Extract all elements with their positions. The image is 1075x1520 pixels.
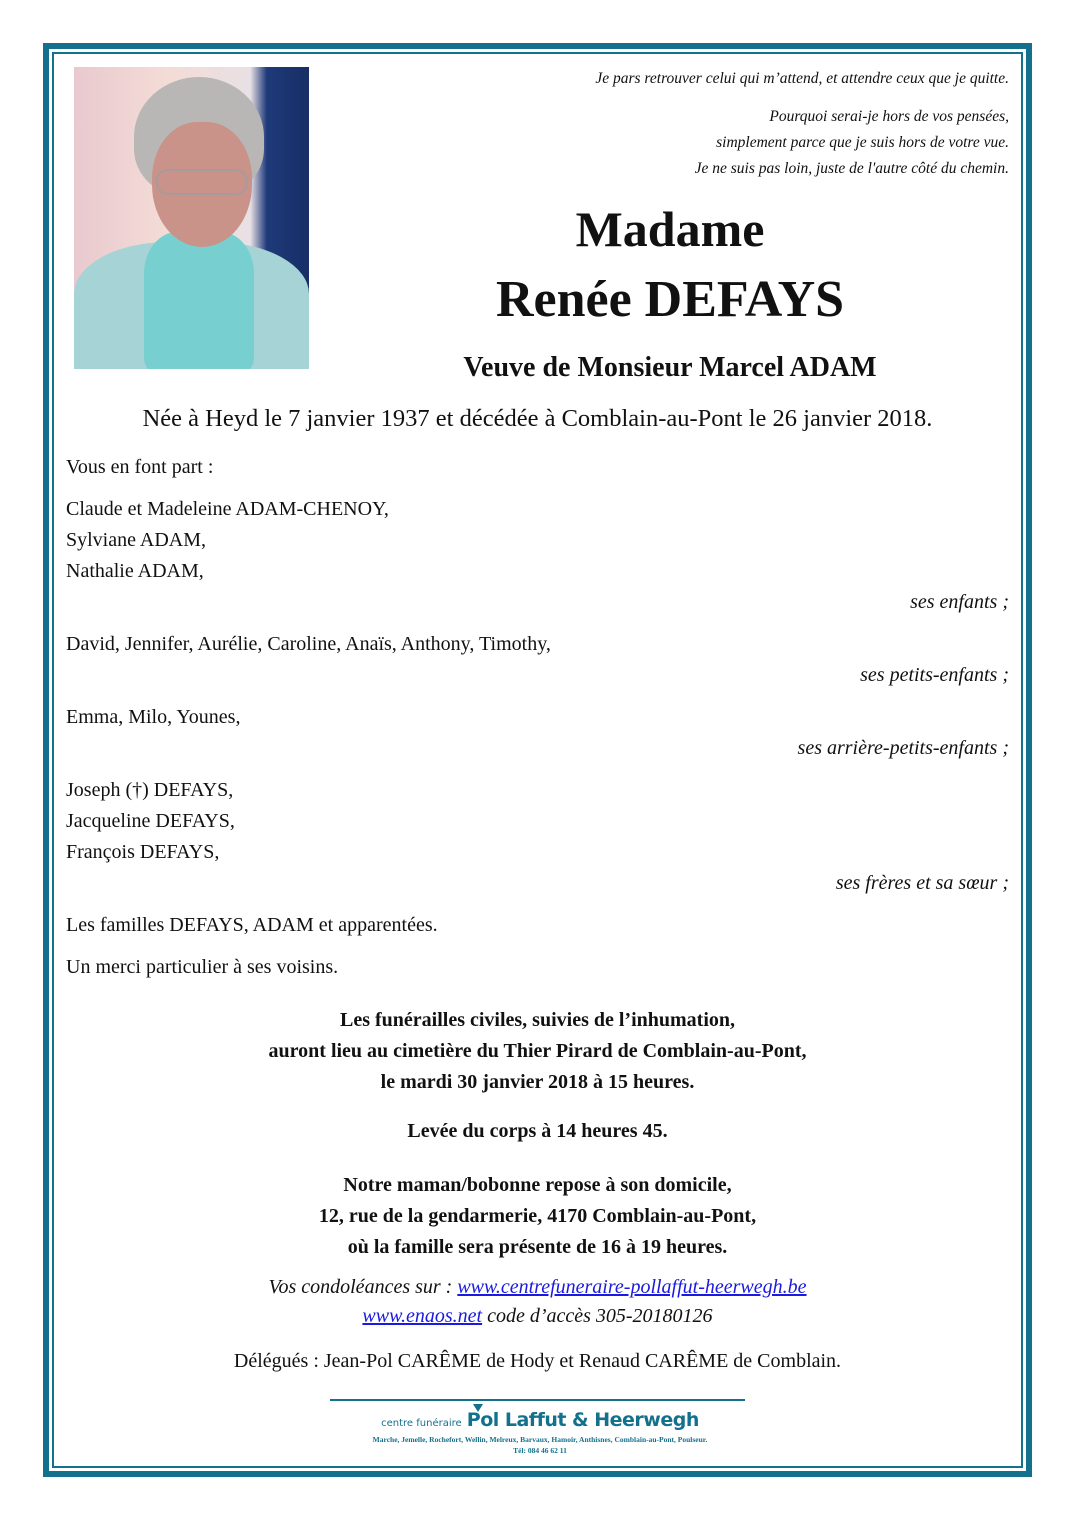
portrait-photo xyxy=(74,67,309,369)
footer-phone: Tél: 084 46 62 11 xyxy=(513,1446,567,1455)
family-child: Claude et Madeleine ADAM-CHENOY, xyxy=(66,498,389,520)
poem-line: simplement parce que je suis hors de votre vue. xyxy=(716,134,1009,151)
family-child: Sylviane ADAM, xyxy=(66,529,206,551)
extended-families: Les familles DEFAYS, ADAM et apparentées. xyxy=(66,914,438,936)
deceased-name: Renée DEFAYS xyxy=(495,271,845,328)
delegates: Délégués : Jean-Pol CARÊME de Hody et Renaud CARÊME de Comblain. xyxy=(233,1350,842,1372)
rest-line: où la famille sera présente de 16 à 19 heures. xyxy=(347,1236,728,1258)
rest-line: 12, rue de la gendarmerie, 4170 Comblain-au-Pont, xyxy=(318,1205,757,1227)
ceremony-line: auront lieu au cimetière du Thier Pirard de Comblain-au-Pont, xyxy=(268,1040,807,1062)
rest-line: Notre maman/bobonne repose à son domicile, xyxy=(343,1174,732,1196)
condolences xyxy=(60,1272,1015,1329)
title-madame: Madame xyxy=(575,201,765,257)
poem xyxy=(595,66,1009,182)
family-sibling: François DEFAYS, xyxy=(66,841,220,863)
levee-du-corps: Levée du corps à 14 heures 45. xyxy=(407,1120,668,1142)
footer-address xyxy=(320,1434,760,1456)
logo-small-text: centre funéraire xyxy=(381,1418,462,1429)
poem-line: Pourquoi serai-je hors de vos pensées, xyxy=(769,108,1009,125)
funeral-home-link[interactable]: www.centrefuneraire-pollaffut-heerwegh.be xyxy=(457,1276,807,1298)
birth-death-line: Née à Heyd le 7 janvier 1937 et décédée à Comblain-au-Pont le 26 janvier 2018. xyxy=(142,405,933,432)
family-child: Nathalie ADAM, xyxy=(66,560,204,582)
ceremony-info xyxy=(60,1005,1015,1098)
logo-brand-name: Pol Laffut & Heerwegh xyxy=(466,1409,699,1431)
poem-line: Je pars retrouver celui qui m’attend, et attendre ceux que je quitte. xyxy=(595,70,1009,87)
rest-info xyxy=(60,1170,1015,1263)
family-sibling: Jacqueline DEFAYS, xyxy=(66,810,235,832)
thanks-neighbors: Un merci particulier à ses voisins. xyxy=(66,956,339,978)
widow-of: Veuve de Monsieur Marcel ADAM xyxy=(463,352,877,383)
relation-label: ses arrière-petits-enfants ; xyxy=(797,737,1009,759)
intro-text: Vous en font part : xyxy=(66,456,214,478)
photo-scarf xyxy=(144,232,254,369)
photo-glasses xyxy=(156,169,248,195)
relation-label: ses enfants ; xyxy=(910,591,1009,613)
access-code: code d’accès 305-20180126 xyxy=(482,1305,713,1327)
funeral-home-logo xyxy=(320,1409,760,1431)
family-grandchildren: David, Jennifer, Aurélie, Caroline, Anaïs, Anthony, Timothy, xyxy=(66,633,551,655)
condolences-prefix: Vos condoléances sur : xyxy=(268,1276,458,1298)
enaos-link[interactable]: www.enaos.net xyxy=(362,1305,483,1327)
family-sibling: Joseph (†) DEFAYS, xyxy=(66,779,234,801)
footer-divider xyxy=(330,1399,745,1401)
footer-locations: Marche, Jemelle, Rochefort, Wellin, Melreux, Barvaux, Hamoir, Anthisnes, Comblain-au-Pont, Poulseur. xyxy=(372,1435,708,1444)
family-great-grandchildren: Emma, Milo, Younes, xyxy=(66,706,241,728)
ceremony-line: Les funérailles civiles, suivies de l’inhumation, xyxy=(339,1009,736,1031)
relation-label: ses frères et sa sœur ; xyxy=(835,872,1009,894)
relation-label: ses petits-enfants ; xyxy=(860,664,1009,686)
ceremony-line: le mardi 30 janvier 2018 à 15 heures. xyxy=(380,1071,695,1093)
poem-line: Je ne suis pas loin, juste de l'autre côté du chemin. xyxy=(694,160,1009,177)
